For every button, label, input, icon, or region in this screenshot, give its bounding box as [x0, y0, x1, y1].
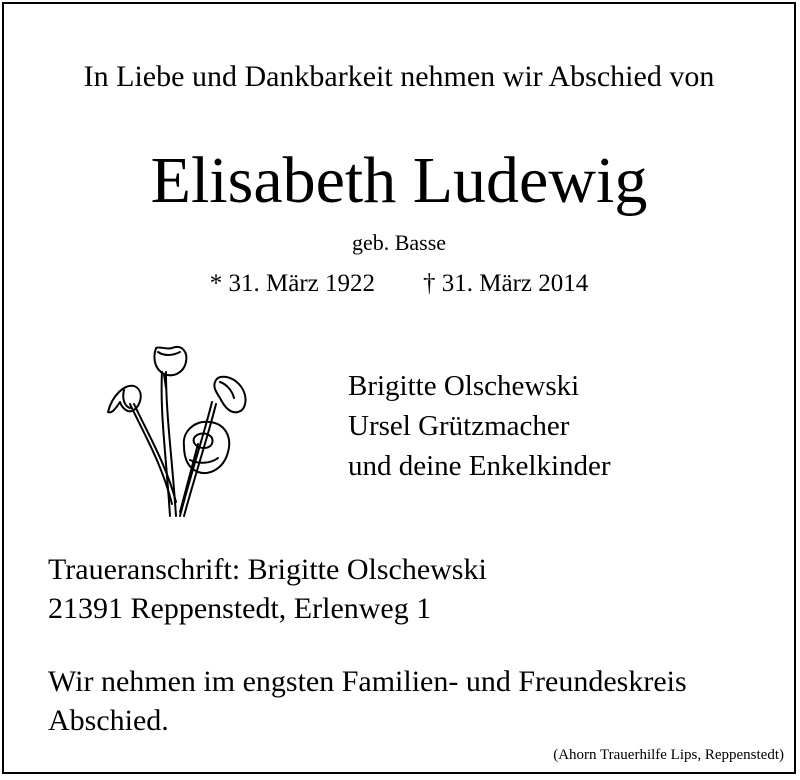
address-line: 21391 Reppenstedt, Erlenweg 1 [48, 592, 432, 625]
note-line: Abschied. [48, 704, 169, 737]
death-date: † 31. März 2014 [423, 270, 589, 297]
mourner-name: und deine Enkelkinder [348, 450, 611, 482]
deceased-name: Elisabeth Ludewig [150, 144, 648, 217]
address-line: Traueranschrift: Brigitte Olschewski [48, 553, 487, 586]
calla-lily-icon [100, 334, 260, 520]
mourning-address [48, 550, 487, 628]
mourner-name: Ursel Grützmacher [348, 410, 570, 442]
obituary-notice [2, 2, 796, 774]
undertaker-credit: (Ahorn Trauerhilfe Lips, Reppenstedt) [553, 747, 784, 763]
intro-text: In Liebe und Dankbarkeit nehmen wir Abschied von [83, 60, 715, 93]
maiden-name: geb. Basse [351, 230, 447, 255]
funeral-note [48, 662, 687, 740]
life-dates [4, 270, 794, 298]
mourner-name: Brigitte Olschewski [348, 370, 580, 402]
birth-date: * 31. März 1922 [209, 270, 375, 297]
note-line: Wir nehmen im engsten Familien- und Freundeskreis [48, 665, 687, 698]
mourners-list [348, 366, 611, 486]
